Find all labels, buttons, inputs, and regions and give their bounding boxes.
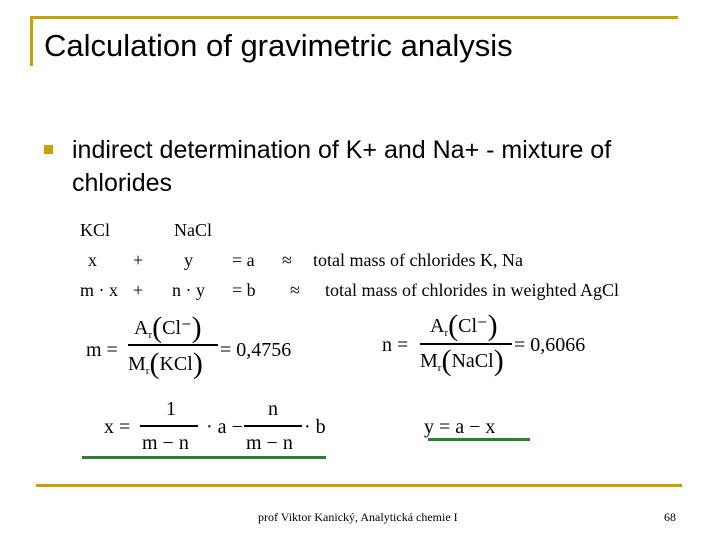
formula-n-denominator: $M_r(NaCl)$ — [420, 344, 504, 377]
formula-n-den-arg: NaCl — [451, 350, 494, 372]
formula-x-tail: · b — [304, 416, 326, 438]
row2-text: total mass of chlorides in weighted AgCl — [325, 280, 619, 300]
formula-x-num2: n — [268, 398, 278, 420]
row1-x: x — [88, 250, 97, 270]
row1-text: total mass of chlorides K, Na — [313, 250, 523, 270]
formula-m-num-a: A — [134, 317, 149, 339]
formula-m-fraction-bar — [128, 344, 218, 346]
formula-n-result: = 0,6066 — [514, 334, 586, 356]
footer-author: prof Viktor Kanický, Analytická chemie I — [258, 510, 458, 524]
formula-x-fraction-bar-1 — [140, 425, 198, 427]
formula-y: y = a − x — [424, 416, 496, 438]
formula-m-lhs: m = — [86, 339, 118, 361]
row1-plus: + — [133, 250, 144, 270]
col-nacl: NaCl — [174, 220, 212, 240]
formula-x-den1: m − n — [142, 432, 189, 454]
row1-y: y — [184, 250, 193, 270]
formula-m-den-arg: KCl — [159, 353, 193, 375]
formula-n-den-m: M — [420, 350, 438, 372]
formula-x-fraction-bar-2 — [244, 425, 302, 427]
formula-n-numerator: $A_r(Cl^-)$ — [430, 309, 498, 342]
footer-divider — [36, 484, 682, 487]
row2-y: n · y — [172, 280, 205, 300]
bullet-text: indirect determination of K+ and Na+ - mixture of chlorides — [72, 136, 612, 197]
formula-n-num-arg: Cl⁻ — [458, 315, 488, 337]
formula-y-underline — [428, 438, 530, 441]
formula-m-denominator: $M_r(KCl)$ — [128, 347, 203, 380]
bullet-marker — [44, 145, 53, 154]
formula-x-num1: 1 — [166, 398, 176, 420]
formula-n-num-sub: r — [444, 327, 449, 339]
formula-m-num-sub: r — [148, 329, 153, 341]
formula-x-underline — [82, 456, 326, 459]
row2-eq: = b — [232, 280, 256, 300]
row2-x: m · x — [80, 280, 118, 300]
formula-n-den-sub: r — [437, 362, 442, 374]
title-frame-left — [30, 16, 33, 66]
formula-x-lhs: x = — [104, 416, 131, 438]
formula-m-num-arg: Cl⁻ — [162, 317, 192, 339]
formula-m-den-m: M — [128, 353, 146, 375]
row2-approx: ≈ — [290, 280, 300, 300]
row2-plus: + — [133, 280, 144, 300]
formula-m-numerator: $A_r(Cl^-)$ — [134, 311, 202, 344]
row1-approx: ≈ — [282, 250, 292, 270]
slide-title: Calculation of gravimetric analysis — [44, 28, 513, 63]
formula-m-den-sub: r — [145, 365, 150, 377]
col-kcl: KCl — [80, 220, 111, 240]
title-frame-top — [30, 16, 678, 19]
page-number: 68 — [664, 510, 676, 524]
formula-n-num-a: A — [430, 315, 445, 337]
formula-x-den2: m − n — [246, 432, 293, 454]
formula-x-mid: · a − — [206, 416, 243, 438]
row1-eq: = a — [232, 250, 255, 270]
formula-m-result: = 0,4756 — [220, 339, 292, 361]
formula-n-lhs: n = — [382, 334, 409, 356]
